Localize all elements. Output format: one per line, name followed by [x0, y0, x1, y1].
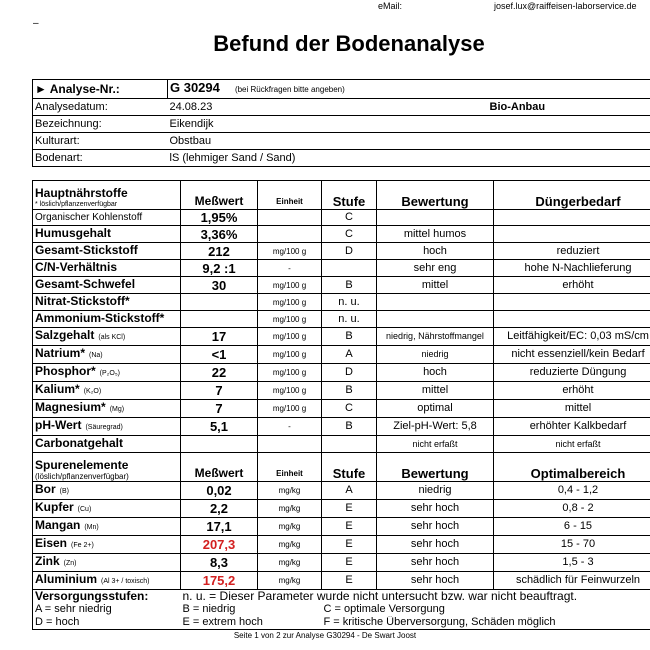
optimal-range: 0,4 - 1,2: [494, 482, 650, 500]
row-parameter: [33, 418, 181, 436]
level: B: [322, 382, 377, 400]
measured-value: 2,2: [181, 500, 258, 518]
rating: [377, 311, 494, 328]
unit: mg/kg: [258, 554, 322, 572]
table-row: [33, 260, 650, 277]
unit: mg/kg: [258, 536, 322, 554]
rating: sehr eng: [377, 260, 494, 277]
col-messwert: Meßwert: [181, 453, 258, 482]
rating: Ziel-pH-Wert: 5,8: [377, 418, 494, 436]
table-row: [33, 400, 650, 418]
level: A: [322, 346, 377, 364]
table-row: [33, 226, 650, 243]
bodenart-value: lS (lehmiger Sand / Sand): [168, 150, 650, 167]
col-einheit: Einheit: [258, 453, 322, 482]
level: C: [322, 400, 377, 418]
fertilizer-need: nicht essenziell/kein Bedarf: [494, 346, 650, 364]
legend-nu: n. u. = Dieser Parameter wurde nicht untersucht bzw. war nicht beauftragt.: [182, 589, 578, 603]
measured-value: 7: [181, 382, 258, 400]
parameter-note: (Cu): [77, 506, 92, 513]
bezeichnung-value: Eikendijk: [168, 116, 650, 133]
level: E: [322, 518, 377, 536]
unit: mg/100 g: [258, 328, 322, 346]
fertilizer-need: erhöht: [494, 277, 650, 294]
col-messwert: Meßwert: [181, 181, 258, 210]
parameter-note: (Na): [89, 352, 103, 359]
analyse-nr-note: (bei Rückfragen bitte angeben): [234, 85, 345, 94]
measured-value: 22: [181, 364, 258, 382]
table-row: [33, 418, 650, 436]
parameter-name: Zink: [35, 554, 60, 568]
measured-value: 30: [181, 277, 258, 294]
level: E: [322, 536, 377, 554]
parameter-note: (K₂O): [83, 388, 102, 395]
row-parameter: [33, 554, 181, 572]
table-row: [33, 210, 650, 226]
measured-value: 212: [181, 243, 258, 260]
row-parameter: [33, 572, 181, 590]
col-bewertung: Bewertung: [377, 181, 494, 210]
legend-f: F = kritische Überversorgung, Schäden möglich: [323, 616, 556, 628]
level: n. u.: [322, 294, 377, 311]
unit: -: [258, 260, 322, 277]
unit: mg/kg: [258, 500, 322, 518]
page-footer: Seite 1 von 2 zur Analyse G30294 - De Swart Joost: [233, 631, 417, 640]
row-parameter: [33, 260, 181, 277]
level: [322, 436, 377, 453]
level: [322, 260, 377, 277]
parameter-name: Kalium*: [35, 382, 80, 396]
table-row: [33, 277, 650, 294]
page-title: Befund der Bodenanalyse: [213, 31, 485, 56]
rating: mittel: [377, 277, 494, 294]
optimal-range: 0,8 - 2: [494, 500, 650, 518]
table-row: [33, 364, 650, 382]
unit: [258, 226, 322, 243]
row-parameter: [33, 400, 181, 418]
trace-header-row: [33, 453, 650, 482]
table-row: [33, 518, 650, 536]
table-row: [33, 572, 650, 590]
table-row: [33, 436, 650, 453]
bodenart-label: Bodenart:: [33, 150, 168, 167]
rating: sehr hoch: [377, 500, 494, 518]
parameter-name: pH-Wert: [35, 418, 82, 432]
fertilizer-need: [494, 311, 650, 328]
row-parameter: [33, 243, 181, 260]
main-header-row: [33, 181, 650, 210]
rating: hoch: [377, 243, 494, 260]
legend-b: B = niedrig: [182, 603, 236, 615]
parameter-name: Kupfer: [35, 500, 74, 514]
table-row: [33, 554, 650, 572]
col-stufe: Stufe: [322, 453, 377, 482]
parameter-name: Aluminium: [35, 572, 97, 586]
parameter-note: (Al 3+ / toxisch): [101, 578, 150, 585]
parameter-note: (Mg): [109, 406, 125, 413]
unit: mg/kg: [258, 482, 322, 500]
legend-e: E = extrem hoch: [182, 616, 263, 628]
trace-section-title: Spurenelemente: [35, 458, 129, 472]
legend-title: Versorgungsstufen:: [35, 589, 149, 603]
fertilizer-need: hohe N-Nachlieferung: [494, 260, 650, 277]
bezeichnung-label: Bezeichnung:: [33, 116, 168, 133]
parameter-name: Ammonium-Stickstoff*: [35, 311, 165, 325]
table-row: [33, 382, 650, 400]
parameter-name: Bor: [35, 482, 56, 496]
rating: niedrig: [377, 482, 494, 500]
rating: niedrig: [377, 346, 494, 364]
parameter-name: Nitrat-Stickstoff*: [35, 294, 130, 308]
datum-label: Analysedatum:: [33, 99, 168, 116]
level: E: [322, 554, 377, 572]
email-label: eMail:: [378, 1, 403, 11]
level: E: [322, 500, 377, 518]
unit: mg/100 g: [258, 277, 322, 294]
rating: optimal: [377, 400, 494, 418]
optimal-range: schädlich für Feinwurzeln: [494, 572, 650, 590]
fertilizer-need: [494, 210, 650, 226]
row-parameter: [33, 311, 181, 328]
parameter-name: Eisen: [35, 536, 68, 550]
row-parameter: [33, 294, 181, 311]
unit: mg/100 g: [258, 294, 322, 311]
measured-value: 5,1: [181, 418, 258, 436]
rating: sehr hoch: [377, 572, 494, 590]
fertilizer-need: [494, 294, 650, 311]
unit: -: [258, 418, 322, 436]
analysis-table: [32, 180, 650, 630]
row-parameter: [33, 382, 181, 400]
measured-value: 0,02: [181, 482, 258, 500]
col-duengerbedarf: Düngerbedarf: [494, 181, 650, 210]
datum-value: 24.08.23: [168, 99, 488, 116]
row-parameter: [33, 436, 181, 453]
row-parameter: [33, 482, 181, 500]
row-parameter: [33, 346, 181, 364]
measured-value: 3,36%: [181, 226, 258, 243]
rating: sehr hoch: [377, 518, 494, 536]
row-parameter: [33, 226, 181, 243]
col-bewertung: Bewertung: [377, 453, 494, 482]
table-row: [33, 243, 650, 260]
parameter-name: Phosphor*: [35, 364, 96, 378]
measured-value: <1: [181, 346, 258, 364]
level: E: [322, 572, 377, 590]
analyse-nr-label: ► Analyse-Nr.:: [33, 80, 168, 99]
table-row: [33, 536, 650, 554]
rating: [377, 294, 494, 311]
col-stufe: Stufe: [322, 181, 377, 210]
parameter-note: (B): [59, 488, 70, 495]
fertilizer-need: Leitfähigkeit/EC: 0,03 mS/cm: [494, 328, 650, 346]
table-row: [33, 294, 650, 311]
fertilizer-need: erhöht: [494, 382, 650, 400]
legend: [33, 590, 650, 630]
main-section-title: Hauptnährstoffe: [35, 186, 128, 200]
measured-value: 17,1: [181, 518, 258, 536]
level: A: [322, 482, 377, 500]
level: n. u.: [322, 311, 377, 328]
parameter-name: Salzgehalt: [35, 328, 95, 342]
main-section-subtitle: * löslich/pflanzenverfügbar: [35, 201, 118, 208]
legend-a: A = sehr niedrig: [35, 603, 112, 615]
dash-mark: –: [33, 18, 39, 29]
trace-section-subtitle: (löslich/pflanzenverfügbar): [35, 472, 129, 481]
level: B: [322, 418, 377, 436]
row-parameter: [33, 518, 181, 536]
email-value[interactable]: josef.lux@raiffeisen-laborservice.de: [494, 1, 637, 11]
rating: mittel humos: [377, 226, 494, 243]
unit: mg/100 g: [258, 400, 322, 418]
unit: mg/kg: [258, 518, 322, 536]
row-parameter: [33, 364, 181, 382]
parameter-name: Organischer Kohlenstoff: [35, 212, 143, 223]
rating: sehr hoch: [377, 554, 494, 572]
measured-value: 175,2: [181, 572, 258, 590]
measured-value: [181, 294, 258, 311]
measured-value: 207,3: [181, 536, 258, 554]
fertilizer-need: reduziert: [494, 243, 650, 260]
parameter-note: (Fe 2+): [71, 542, 94, 549]
row-parameter: [33, 536, 181, 554]
measured-value: [181, 311, 258, 328]
parameter-name: Humusgehalt: [35, 226, 112, 240]
unit: mg/100 g: [258, 364, 322, 382]
optimal-range: 6 - 15: [494, 518, 650, 536]
optimal-range: 15 - 70: [494, 536, 650, 554]
kulturart-label: Kulturart:: [33, 133, 168, 150]
unit: [258, 210, 322, 226]
parameter-note: (Säuregrad): [85, 424, 123, 431]
optimal-range: 1,5 - 3: [494, 554, 650, 572]
rating: niedrig, Nährstoffmangel: [377, 328, 494, 346]
parameter-name: Carbonatgehalt: [35, 436, 124, 450]
row-parameter: [33, 500, 181, 518]
measured-value: [181, 436, 258, 453]
measured-value: 9,2 :1: [181, 260, 258, 277]
fertilizer-need: reduzierte Düngung: [494, 364, 650, 382]
level: B: [322, 277, 377, 294]
table-row: [33, 482, 650, 500]
unit: mg/100 g: [258, 243, 322, 260]
level: C: [322, 226, 377, 243]
unit: mg/100 g: [258, 382, 322, 400]
parameter-note: (P₂O₅): [99, 370, 120, 377]
rating: nicht erfaßt: [377, 436, 494, 453]
rating: hoch: [377, 364, 494, 382]
measured-value: 17: [181, 328, 258, 346]
measured-value: 7: [181, 400, 258, 418]
parameter-name: Gesamt-Schwefel: [35, 277, 136, 291]
rating: mittel: [377, 382, 494, 400]
table-row: [33, 500, 650, 518]
table-row: [33, 346, 650, 364]
parameter-note: (Mn): [84, 524, 99, 531]
row-parameter: [33, 328, 181, 346]
analyse-nr-cell: [168, 80, 650, 99]
unit: [258, 436, 322, 453]
info-table: [32, 79, 650, 167]
legend-c: C = optimale Versorgung: [323, 603, 445, 615]
analyse-nr-value: G 30294: [170, 80, 220, 95]
parameter-name: C/N-Verhältnis: [35, 260, 118, 274]
col-optimalbereich: Optimalbereich: [494, 453, 650, 482]
fertilizer-need: mittel: [494, 400, 650, 418]
level: D: [322, 364, 377, 382]
table-row: [33, 311, 650, 328]
fertilizer-need: nicht erfaßt: [494, 436, 650, 453]
measured-value: 1,95%: [181, 210, 258, 226]
rating: sehr hoch: [377, 536, 494, 554]
level: D: [322, 243, 377, 260]
unit: mg/kg: [258, 572, 322, 590]
table-row: [33, 328, 650, 346]
row-parameter: [33, 210, 181, 226]
legend-d: D = hoch: [35, 616, 80, 628]
level: B: [322, 328, 377, 346]
rating: [377, 210, 494, 226]
unit: mg/100 g: [258, 346, 322, 364]
level: C: [322, 210, 377, 226]
parameter-note: (als KCl): [98, 334, 126, 341]
parameter-note: (Zn): [63, 560, 77, 567]
parameter-name: Natrium*: [35, 346, 86, 360]
unit: mg/100 g: [258, 311, 322, 328]
kulturart-value: Obstbau: [168, 133, 650, 150]
parameter-name: Gesamt-Stickstoff: [35, 243, 138, 257]
parameter-name: Magnesium*: [35, 400, 106, 414]
row-parameter: [33, 277, 181, 294]
col-einheit: Einheit: [258, 181, 322, 210]
bio-label: Bio-Anbau: [488, 99, 650, 116]
measured-value: 8,3: [181, 554, 258, 572]
fertilizer-need: erhöhter Kalkbedarf: [494, 418, 650, 436]
fertilizer-need: [494, 226, 650, 243]
parameter-name: Mangan: [35, 518, 81, 532]
